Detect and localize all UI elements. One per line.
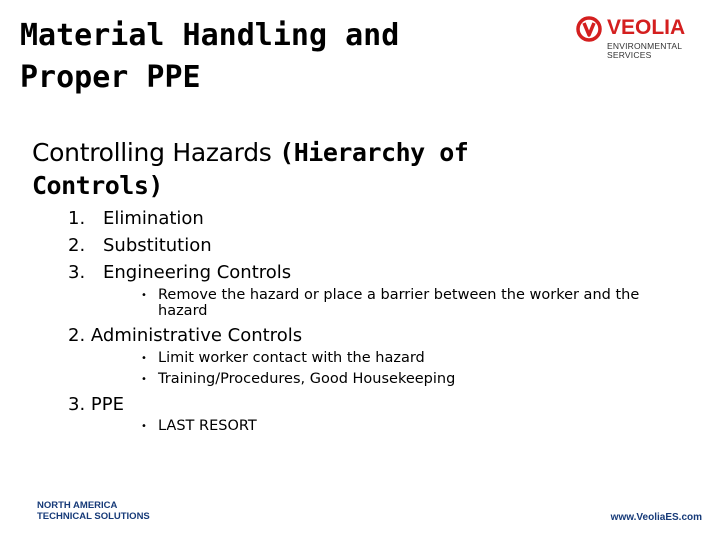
slide-title	[20, 15, 540, 99]
list-item	[68, 205, 291, 232]
bullet-text: Limit worker contact with the hazard	[158, 350, 425, 366]
list-item-label: Engineering Controls	[103, 262, 292, 283]
administrative-bullets	[141, 348, 678, 390]
section-heading-line-1	[32, 136, 592, 169]
list-item-label: Substitution	[103, 235, 212, 256]
list-item-label: Elimination	[103, 208, 204, 229]
footer-website: www.VeoliaES.com	[610, 512, 702, 523]
heading-plain: Controlling Hazards	[32, 138, 280, 167]
footer-division-line-1: NORTH AMERICA	[37, 500, 118, 511]
footer-division-line-2: TECHNICAL SOLUTIONS	[37, 511, 150, 522]
logo-subtitle-line-2: SERVICES	[607, 50, 652, 60]
bullet-text: Remove the hazard or place a barrier between the worker and the hazard	[158, 287, 640, 319]
heading-bold-2: Controls)	[32, 171, 163, 200]
heading-bold-1: (Hierarchy of	[279, 138, 469, 167]
list-item	[68, 259, 291, 286]
section-heading	[32, 136, 592, 202]
logo-subtitle-line-1: ENVIRONMENTAL	[607, 41, 683, 51]
bullet-item	[141, 416, 678, 437]
list-item	[68, 232, 291, 259]
bullet-marker: •	[141, 353, 147, 364]
footer-division	[37, 500, 150, 522]
slide-title-line-2: Proper PPE	[20, 60, 201, 95]
bullet-item	[141, 348, 678, 369]
administrative-controls-label: 2. Administrative Controls	[68, 325, 303, 346]
veolia-logo	[574, 14, 704, 64]
bullet-item	[141, 369, 678, 390]
bullet-marker: •	[141, 421, 147, 432]
bullet-item	[141, 285, 678, 319]
bullet-text: Training/Procedures, Good Housekeeping	[158, 371, 456, 387]
logo-brand: VEOLIA	[607, 16, 686, 39]
engineering-bullets	[141, 285, 678, 319]
bullet-marker: •	[141, 290, 147, 301]
list-item-number: 1.	[68, 208, 86, 229]
bullet-text: LAST RESORT	[158, 418, 257, 434]
bullet-marker: •	[141, 374, 147, 385]
numbered-list	[68, 205, 291, 286]
ppe-label: 3. PPE	[68, 394, 124, 415]
list-item-number: 3.	[68, 262, 86, 283]
ppe-bullets	[141, 416, 678, 437]
logo-subtitle	[607, 42, 682, 60]
veolia-logo-mark-icon	[576, 16, 602, 42]
slide-title-line-1: Material Handling and	[20, 18, 400, 53]
section-heading-line-2	[32, 169, 592, 202]
list-item-number: 2.	[68, 235, 86, 256]
